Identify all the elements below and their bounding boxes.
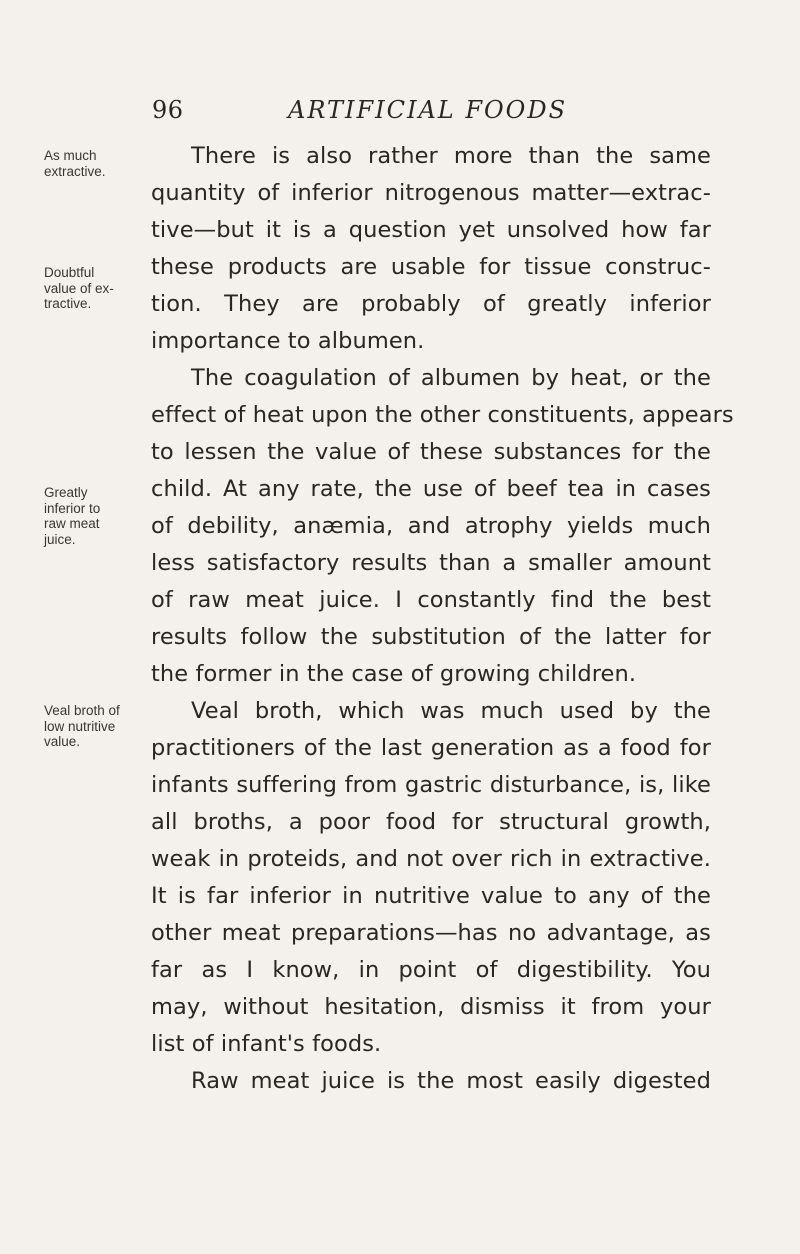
margin-note-line: juice. bbox=[44, 531, 76, 547]
text-line: The coagulation of albumen by heat, or the bbox=[191, 365, 711, 391]
text-line: list of infant's foods. bbox=[151, 1031, 382, 1057]
text-line: Veal broth, which was much used by the bbox=[191, 698, 711, 724]
text-line: Raw meat juice is the most easily digested bbox=[191, 1068, 711, 1094]
text-line: may, without hesitation, dismiss it from your bbox=[151, 994, 711, 1020]
margin-note-line: Greatly bbox=[44, 485, 88, 500]
text-line: It is far inferior in nutritive value to any of the bbox=[151, 883, 711, 909]
margin-note bbox=[44, 485, 144, 547]
text-line: to lessen the value of these substances for the bbox=[151, 439, 711, 465]
margin-note-line: raw meat bbox=[44, 516, 100, 531]
margin-note bbox=[44, 148, 144, 179]
margin-note-line: tractive. bbox=[44, 296, 92, 311]
page-header bbox=[150, 96, 710, 136]
text-line: these products are usable for tissue construc- bbox=[151, 254, 711, 280]
text-line: less satisfactory results than a smaller amount bbox=[151, 550, 711, 576]
text-line: all broths, a poor food for structural growth, bbox=[151, 809, 711, 835]
margin-note-line: inferior to bbox=[44, 500, 101, 516]
margin-note-line: Veal broth of bbox=[44, 703, 120, 718]
margin-note-line: low nutritive bbox=[44, 718, 116, 734]
margin-note bbox=[44, 265, 144, 312]
text-line: quantity of inferior nitrogenous matter—extrac- bbox=[151, 180, 711, 206]
text-line: practitioners of the last generation as a food for bbox=[151, 735, 711, 761]
text-line: other meat preparations—has no advantage, as bbox=[151, 920, 711, 946]
margin-note-line: value. bbox=[44, 734, 81, 749]
text-line: tive—but it is a question yet unsolved how far bbox=[151, 217, 711, 243]
text-line: child. At any rate, the use of beef tea in cases bbox=[151, 476, 711, 502]
text-line: effect of heat upon the other constituents, appears bbox=[151, 402, 734, 428]
margin-note bbox=[44, 703, 144, 750]
text-line: weak in proteids, and not over rich in extractive. bbox=[151, 846, 711, 872]
margin-note-line: value of ex- bbox=[44, 280, 114, 296]
text-line: importance to albumen. bbox=[151, 328, 425, 354]
text-line: the former in the case of growing children. bbox=[151, 661, 637, 687]
running-head: ARTIFICIAL FOODS bbox=[288, 96, 568, 124]
text-line: of debility, anæmia, and atrophy yields much bbox=[151, 513, 711, 539]
text-line: infants suffering from gastric disturbance, is, like bbox=[151, 772, 711, 798]
text-line: far as I know, in point of digestibility. You bbox=[151, 957, 711, 983]
margin-note-line: Doubtful bbox=[44, 265, 95, 280]
margin-note-line: extractive. bbox=[44, 163, 106, 179]
text-line: tion. They are probably of greatly inferior bbox=[151, 291, 711, 317]
text-line: There is also rather more than the same bbox=[191, 143, 711, 169]
page-number: 96 bbox=[152, 96, 184, 124]
text-line: results follow the substitution of the latter for bbox=[151, 624, 711, 650]
margin-note-line: As much bbox=[44, 148, 97, 163]
text-line: of raw meat juice. I constantly find the best bbox=[151, 587, 711, 613]
